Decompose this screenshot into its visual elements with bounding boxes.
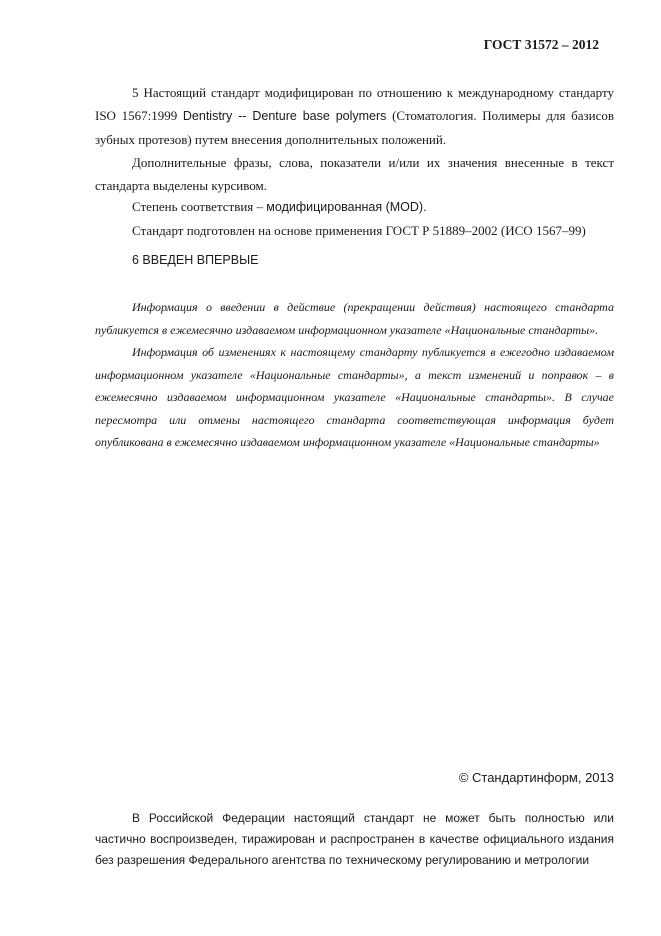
section-5-degree-line <box>132 199 427 215</box>
modification-text-end: (Стоматология. Полимеры для базисов зубных протезов) путем внесения дополнительных положений. <box>95 108 614 147</box>
section-5-block <box>95 81 614 197</box>
section-5-prepared-line <box>132 223 586 239</box>
degree-value: модифицированная (MOD). <box>266 200 427 214</box>
info-paragraph-changes: Информация об изменениях к настоящему стандарту публикуется в ежегодно издаваемом информационном указателе «Национальные стандарты», а текст изменений и поправок – в ежемесячно издаваемом информационном указателе «Национальные стандарты». В случае пересмотра или отмены настоящего стандарта соответствующая информация будет опубликована в ежемесячно издаваемом информационном указателе «Национальные стандарты» <box>95 345 614 449</box>
prepared-iso-ref: (ИСО 1567–99) <box>500 223 586 238</box>
info-block <box>95 296 614 454</box>
degree-label: Степень соответствия – <box>132 199 267 214</box>
footer-block <box>95 808 614 871</box>
footer-reproduction-notice: В Российской Федерации настоящий стандарт не может быть полностью или частично воспроизведен, тиражирован и распространен в качестве официального издания без разрешения Федерального агентства по техническому регулированию и метрологии <box>95 811 614 867</box>
prepared-text: Стандарт подготовлен на основе применения ГОСТ Р 51889–2002 <box>132 223 501 238</box>
section-5-paragraph-modification <box>95 81 614 151</box>
document-header-number: ГОСТ 31572 – 2012 <box>483 37 599 52</box>
copyright-notice: © Стандартинформ, 2013 <box>458 770 614 785</box>
info-paragraph-introduction: Информация о введении в действие (прекращении действия) настоящего стандарта публикуется в ежемесячно издаваемом информационном указателе «Национальные стандарты». <box>95 300 614 337</box>
modification-iso-title: Dentistry -- Denture base polymers <box>182 109 387 123</box>
modification-text-start: 5 Настоящий стандарт модифицирован по отношению к международному стандарту ISO 1567:1999 <box>95 85 614 123</box>
section-6-title: 6 ВВЕДЕН ВПЕРВЫЕ <box>132 253 259 267</box>
section-5-paragraph-additions: Дополнительные фразы, слова, показатели и/или их значения внесенные в текст стандарта выделены курсивом. <box>95 155 614 193</box>
